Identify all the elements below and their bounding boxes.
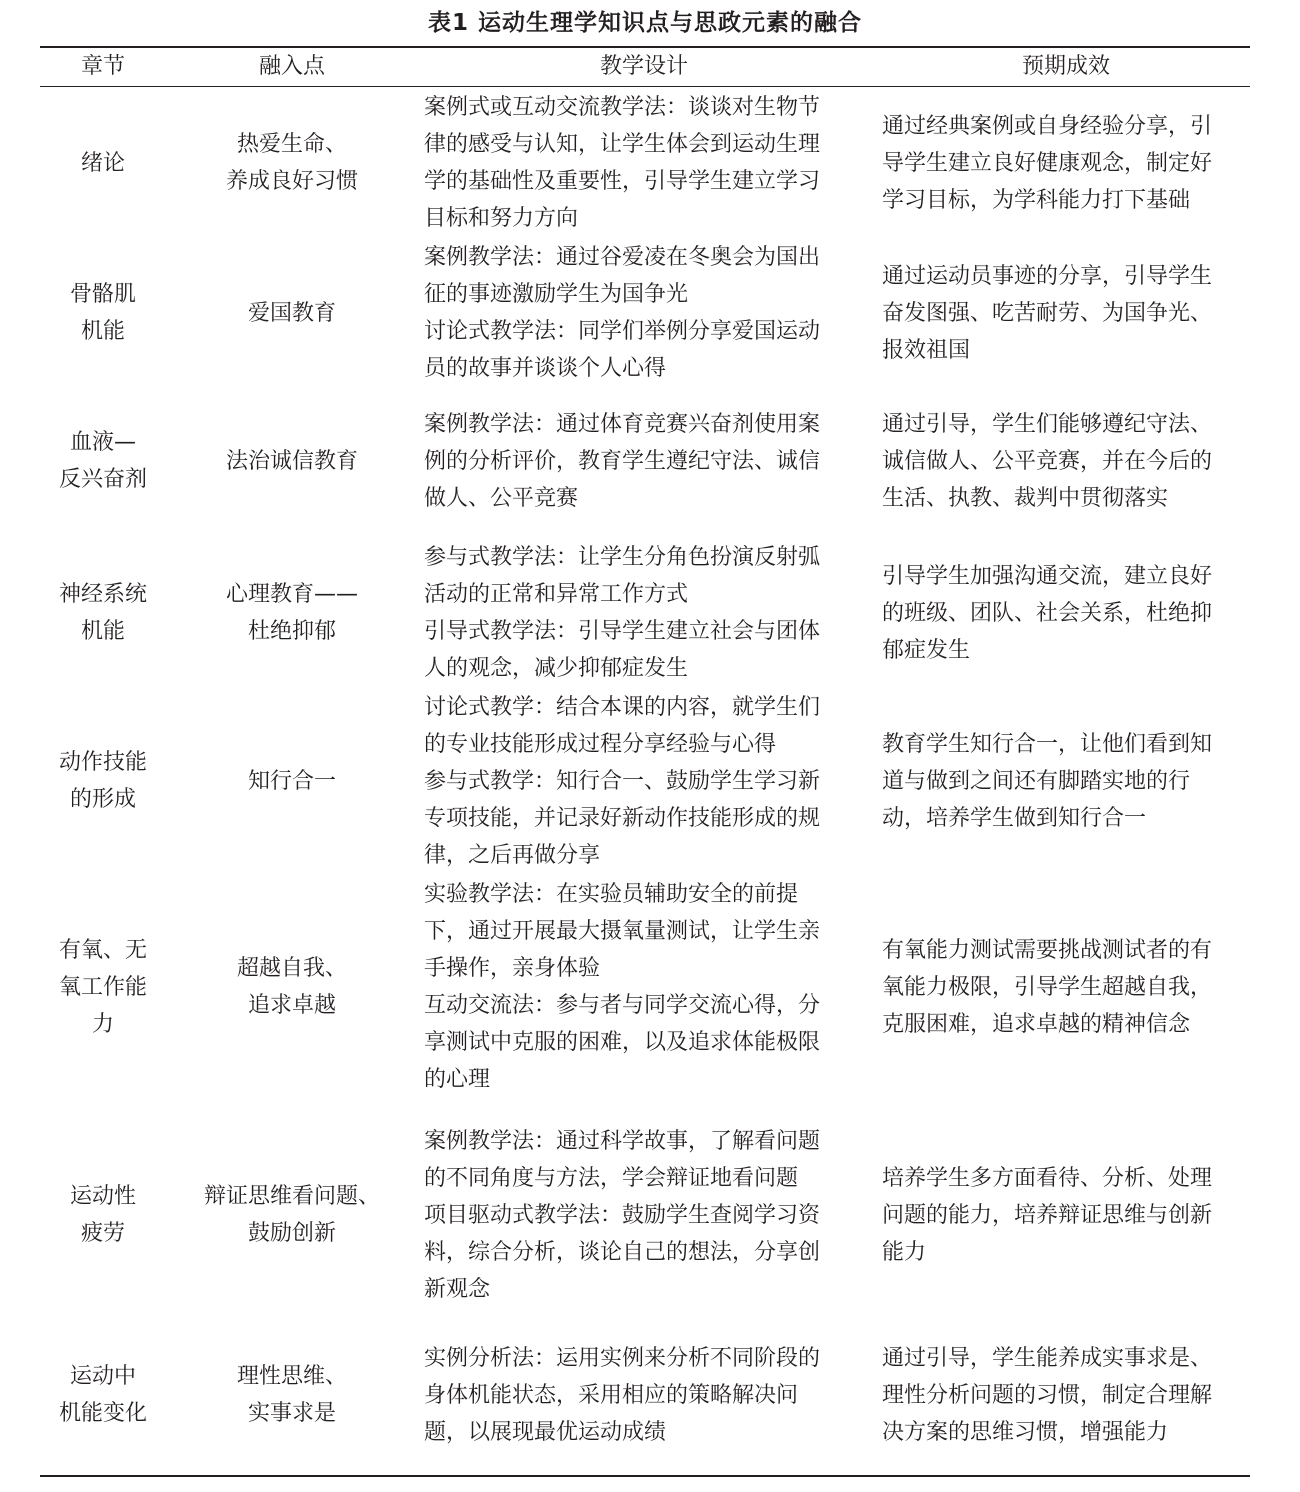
table-row — [40, 240, 1250, 386]
cell-line: 杜绝抑郁 — [247, 619, 336, 644]
table-row — [40, 90, 1250, 236]
cell-effect — [882, 406, 1250, 516]
cell-line: 鼓励创新 — [247, 1221, 336, 1246]
cell-line: 机能 — [80, 619, 125, 644]
cell-chapter — [40, 876, 166, 1098]
cell-line: 动，培养学生做到知行合一 — [882, 805, 1147, 831]
cell-line: 机能 — [80, 319, 125, 344]
cell-line: 料，综合分析，谈论自己的想法，分享创 — [424, 1239, 821, 1265]
cell-line: 运动中 — [69, 1364, 136, 1389]
header-chapter: 章节 — [80, 54, 125, 79]
cell-chapter — [40, 540, 166, 686]
cell-line: 活动的正常和异常工作方式 — [424, 582, 689, 607]
cell-effect — [882, 688, 1250, 874]
table-row — [40, 1122, 1250, 1308]
cell-line: 奋发图强、吃苦耐劳、为国争光、 — [882, 300, 1213, 326]
cell-line: 身体机能状态，采用相应的策略解决问 — [424, 1382, 799, 1408]
cell-line: 氧工作能 — [58, 974, 147, 1000]
header-design: 教学设计 — [599, 54, 688, 79]
cell-line: 员的故事并谈谈个人心得 — [424, 356, 667, 381]
cell-line: 手操作，亲身体验 — [424, 956, 601, 981]
cell-line: 专项技能，并记录好新动作技能形成的规 — [424, 805, 821, 831]
cell-line: 道与做到之间还有脚踏实地的行 — [882, 768, 1191, 794]
cell-line: 血液— — [69, 430, 136, 455]
cell-line: 征的事迹激励学生为国争光 — [424, 282, 689, 307]
cell-line: 心理教育—— — [225, 582, 358, 607]
header-point: 融入点 — [258, 54, 325, 79]
cell-point — [176, 240, 408, 386]
cell-line: 氧能力极限，引导学生超越自我， — [882, 974, 1213, 1000]
cell-chapter — [40, 240, 166, 386]
cell-line: 能力 — [882, 1239, 927, 1265]
table-row — [40, 406, 1250, 516]
cell-line: 力 — [91, 1011, 114, 1037]
cell-design — [424, 1122, 864, 1308]
cell-line: 案例式或互动交流教学法：谈谈对生物节 — [424, 95, 821, 120]
cell-line: 热爱生命、 — [236, 132, 347, 157]
table-caption: 表1 运动生理学知识点与思政元素的融合 — [427, 10, 862, 36]
cell-chapter — [40, 1340, 166, 1450]
cell-point — [176, 1122, 408, 1308]
cell-line: 人的观念，减少抑郁症发生 — [424, 656, 689, 681]
cell-line: 追求卓越 — [247, 993, 336, 1018]
cell-line: 的不同角度与方法，学会辩证地看问题 — [424, 1165, 799, 1191]
cell-line: 的专业技能形成过程分享经验与心得 — [424, 731, 777, 757]
cell-line: 讨论式教学：结合本课的内容，就学生们 — [424, 694, 821, 720]
table-header — [40, 48, 1250, 86]
cell-line: 问题的能力，培养辩证思维与创新 — [882, 1202, 1213, 1228]
cell-point — [176, 90, 408, 236]
cell-line: 的心理 — [424, 1067, 491, 1092]
cell-line: 骨骼肌 — [69, 282, 136, 307]
cell-line: 有氧、无 — [58, 937, 147, 963]
cell-line: 郁症发生 — [882, 637, 971, 663]
cell-design — [424, 688, 864, 874]
cell-effect — [882, 1340, 1250, 1450]
header-effect: 预期成效 — [1021, 54, 1110, 79]
cell-line: 享测试中克服的困难，以及追求体能极限 — [424, 1030, 821, 1055]
table-header-rule — [40, 86, 1250, 87]
cell-design — [424, 876, 864, 1098]
cell-line: 养成良好习惯 — [225, 169, 358, 194]
cell-line: 实验教学法：在实验员辅助安全的前提 — [424, 882, 799, 907]
cell-line: 学习目标，为学科能力打下基础 — [882, 187, 1191, 213]
cell-line: 引导学生加强沟通交流，建立良好 — [882, 563, 1213, 589]
cell-effect — [882, 90, 1250, 236]
cell-line: 新观念 — [424, 1276, 491, 1302]
cell-design — [424, 540, 864, 686]
cell-line: 辩证思维看问题、 — [203, 1184, 380, 1209]
table-bottom-rule — [40, 1475, 1250, 1477]
cell-line: 绪论 — [80, 150, 125, 176]
cell-line: 引导式教学法：引导学生建立社会与团体 — [424, 619, 821, 644]
cell-line: 生活、执教、裁判中贯彻落实 — [882, 485, 1169, 511]
cell-line: 知行合一 — [247, 768, 336, 794]
cell-line: 实事求是 — [247, 1401, 336, 1426]
cell-point — [176, 540, 408, 686]
cell-line: 理性分析问题的习惯，制定合理解 — [882, 1382, 1213, 1408]
cell-design — [424, 240, 864, 386]
cell-line: 案例教学法：通过谷爱凌在冬奥会为国出 — [424, 245, 821, 270]
cell-chapter — [40, 1122, 166, 1308]
cell-line: 通过引导，学生们能够遵纪守法、 — [882, 411, 1213, 437]
cell-line: 培养学生多方面看待、分析、处理 — [882, 1165, 1213, 1191]
cell-line: 讨论式教学法：同学们举例分享爱国运动 — [424, 319, 821, 344]
cell-chapter — [40, 406, 166, 516]
document-page — [40, 0, 1250, 1492]
cell-line: 实例分析法：运用实例来分析不同阶段的 — [424, 1345, 821, 1371]
cell-design — [424, 406, 864, 516]
cell-line: 参与式教学：知行合一、鼓励学生学习新 — [424, 768, 821, 794]
cell-line: 超越自我、 — [236, 956, 347, 981]
cell-line: 通过运动员事迹的分享，引导学生 — [882, 263, 1213, 289]
cell-line: 有氧能力测试需要挑战测试者的有 — [882, 937, 1213, 963]
cell-point — [176, 406, 408, 516]
cell-line: 导学生建立良好健康观念，制定好 — [882, 150, 1213, 176]
cell-line: 律的感受与认知，让学生体会到运动生理 — [424, 132, 821, 157]
cell-line: 动作技能 — [58, 750, 147, 775]
cell-line: 学的基础性及重要性，引导学生建立学习 — [424, 169, 821, 194]
cell-line: 神经系统 — [58, 582, 147, 607]
cell-line: 爱国教育 — [247, 300, 336, 326]
cell-line: 的形成 — [69, 787, 136, 812]
cell-line: 法治诚信教育 — [225, 448, 358, 474]
cell-chapter — [40, 90, 166, 236]
cell-line: 通过引导，学生能养成实事求是、 — [882, 1345, 1213, 1371]
cell-line: 报效祖国 — [882, 337, 971, 363]
cell-line: 项目驱动式教学法：鼓励学生查阅学习资 — [424, 1202, 821, 1228]
cell-line: 下，通过开展最大摄氧量测试，让学生亲 — [424, 919, 821, 944]
cell-line: 克服困难，追求卓越的精神信念 — [882, 1011, 1191, 1037]
cell-point — [176, 876, 408, 1098]
table-row — [40, 876, 1250, 1098]
cell-line: 的班级、团队、社会关系，杜绝抑 — [882, 600, 1213, 626]
cell-line: 教育学生知行合一，让他们看到知 — [882, 731, 1213, 757]
cell-effect — [882, 540, 1250, 686]
cell-line: 做人、公平竞赛 — [424, 485, 579, 511]
cell-line: 目标和努力方向 — [424, 206, 579, 231]
cell-point — [176, 1340, 408, 1450]
table-row — [40, 688, 1250, 874]
cell-line: 反兴奋剂 — [58, 467, 147, 492]
cell-effect — [882, 1122, 1250, 1308]
cell-line: 理性思维、 — [236, 1364, 347, 1389]
cell-line: 互动交流法：参与者与同学交流心得，分 — [424, 993, 821, 1018]
cell-line: 机能变化 — [58, 1401, 147, 1426]
cell-design — [424, 1340, 864, 1450]
cell-effect — [882, 876, 1250, 1098]
cell-chapter — [40, 688, 166, 874]
cell-line: 案例教学法：通过体育竞赛兴奋剂使用案 — [424, 411, 821, 437]
cell-design — [424, 90, 864, 236]
cell-line: 题，以展现最优运动成绩 — [424, 1419, 667, 1445]
cell-line: 疲劳 — [80, 1221, 125, 1246]
cell-line: 运动性 — [69, 1184, 136, 1209]
table-row — [40, 540, 1250, 686]
cell-effect — [882, 240, 1250, 386]
cell-line: 参与式教学法：让学生分角色扮演反射弧 — [424, 545, 821, 570]
table-row — [40, 1340, 1250, 1450]
cell-point — [176, 688, 408, 874]
cell-line: 例的分析评价，教育学生遵纪守法、诚信 — [424, 448, 821, 474]
cell-line: 诚信做人、公平竞赛，并在今后的 — [882, 448, 1213, 474]
cell-line: 案例教学法：通过科学故事，了解看问题 — [424, 1128, 821, 1154]
cell-line: 决方案的思维习惯，增强能力 — [882, 1419, 1169, 1445]
cell-line: 通过经典案例或自身经验分享，引 — [882, 113, 1213, 139]
cell-line: 律，之后再做分享 — [424, 842, 601, 868]
